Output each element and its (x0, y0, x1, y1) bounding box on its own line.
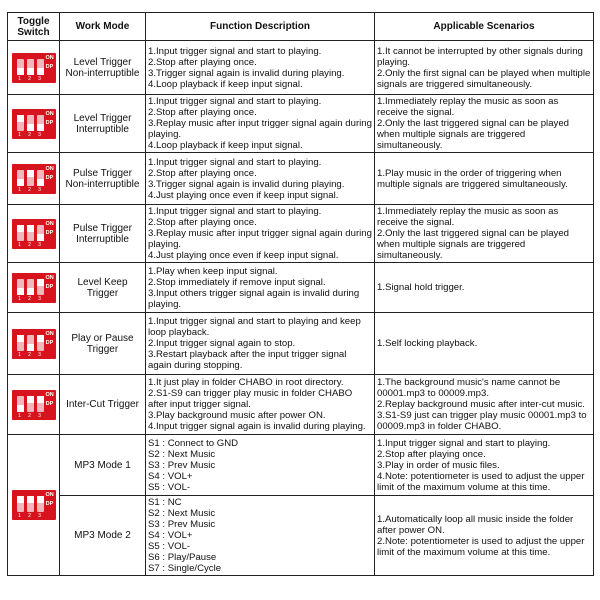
toggle-switch-cell (8, 263, 60, 313)
table-row (8, 95, 594, 153)
work-mode-cell: Pulse Trigger Interruptible (60, 205, 146, 263)
function-description-cell (146, 313, 375, 375)
dip-numbers (15, 242, 45, 248)
dip-on-label: ON (45, 492, 54, 498)
dip-slot (17, 59, 24, 75)
table-row (8, 313, 594, 375)
dip-number: 3 (38, 131, 41, 138)
scenario-line: 1.Signal hold trigger. (377, 282, 465, 293)
header-toggle-switch: Toggle Switch (8, 13, 60, 41)
mode-table (7, 12, 594, 576)
work-mode-cell: MP3 Mode 2 (60, 496, 146, 576)
dip-knob (17, 496, 24, 503)
function-line: 1.It just play in folder CHABO in root directory. (148, 377, 344, 388)
function-line: 2.Stop immediately if remove input signal. (148, 276, 326, 288)
dip-knob (27, 396, 34, 403)
function-description-cell (146, 435, 375, 496)
work-mode-cell: Play or Pause Trigger (60, 313, 146, 375)
dip-label (46, 111, 54, 137)
dip-on-label: ON (45, 110, 54, 117)
dip-knob (27, 124, 34, 131)
dip-knob (17, 225, 24, 232)
scenario-line: 2.Only the first signal can be played when multiple signals are triggered simultaneously. (377, 67, 591, 90)
function-line: S1 : NC (148, 497, 182, 508)
table-row (8, 435, 594, 496)
function-line: S3 : Prev Music (148, 519, 216, 530)
toggle-switch-cell (8, 41, 60, 95)
dip-knob (37, 124, 44, 131)
applicable-scenario-cell (375, 435, 594, 496)
table-row (8, 41, 594, 95)
function-description-cell (146, 375, 375, 435)
dip-knob (37, 179, 44, 186)
dip-knob (37, 234, 44, 241)
function-line: S1 : Connect to GND (148, 437, 239, 449)
toggle-switch-cell (8, 153, 60, 205)
dip-on-label: ON (45, 165, 54, 172)
dip-on-label: ON (45, 54, 54, 61)
header-applicable-scenarios: Applicable Scenarios (375, 13, 594, 41)
scenario-line: 2.Stop after playing once. (377, 448, 486, 460)
dip-slot (17, 115, 24, 131)
dip-number: 2 (28, 186, 31, 193)
function-description-cell (146, 153, 375, 205)
dip-slot (37, 170, 44, 186)
dip-knob (27, 170, 34, 177)
function-line: S5 : VOL- (148, 541, 191, 552)
dip-knob (37, 68, 44, 75)
function-line: 1.Input trigger signal and start to playing. (148, 96, 322, 107)
function-line: 2.Input trigger signal again to stop. (148, 338, 296, 349)
function-line: S3 : Prev Music (148, 459, 216, 471)
dip-numbers (15, 352, 45, 358)
dip-slot (27, 170, 34, 186)
dip-label (46, 166, 54, 192)
function-line: 3.Trigger signal again is invalid during playing. (148, 67, 345, 79)
dip-number: 1 (18, 131, 21, 138)
dip-numbers (15, 132, 45, 138)
dip-knob (37, 396, 44, 403)
header-work-mode: Work Mode (60, 13, 146, 41)
dip-number: 1 (18, 351, 21, 358)
dip-number: 2 (28, 131, 31, 138)
applicable-scenario-cell (375, 95, 594, 153)
dip-slot (27, 396, 34, 412)
scenario-line: 1.It cannot be interrupted by other signals during playing. (377, 45, 583, 68)
applicable-scenario-cell (375, 263, 594, 313)
dip-slot (27, 279, 34, 295)
dip-slot (17, 396, 24, 412)
function-line: 1.Input trigger signal and start to playing and keep loop playback. (148, 316, 361, 338)
dip-knob (27, 344, 34, 351)
function-description-cell (146, 41, 375, 95)
function-line: 2.Stop after playing once. (148, 56, 257, 68)
scenario-line: 2.Only the last triggered signal can be played when multiple signals are triggered simultaneously. (377, 118, 569, 151)
function-line: 1.Play when keep input signal. (148, 265, 278, 277)
dip-on-label: ON (45, 274, 54, 281)
dip-numbers (15, 296, 45, 302)
work-mode-cell: Level Keep Trigger (60, 263, 146, 313)
scenario-line: 1.Immediately replay the music as soon as receive the signal. (377, 96, 559, 118)
dip-number: 3 (38, 412, 41, 419)
work-mode-cell: Level Trigger Non-interruptible (60, 41, 146, 95)
dip-knob (27, 288, 34, 295)
dip-label (46, 221, 54, 247)
function-line: S4 : VOL+ (148, 530, 193, 541)
dip-number: 1 (18, 513, 21, 519)
dip-switch-icon (12, 273, 56, 303)
function-line: 4.Input trigger signal again is invalid during playing. (148, 421, 366, 432)
dip-slot (27, 225, 34, 241)
function-line: 4.Just playing once even if keep input signal. (148, 250, 339, 261)
function-line: S2 : Next Music (148, 508, 216, 519)
scenario-line: 3.Play in order of music files. (377, 459, 500, 471)
dip-slot (27, 496, 34, 512)
dip-dp-label: DP (45, 119, 54, 126)
table-row (8, 375, 594, 435)
dip-number: 1 (18, 295, 21, 302)
function-line: S7 : Single/Cycle (148, 563, 222, 574)
dip-knob (37, 496, 44, 503)
dip-numbers (15, 513, 45, 519)
function-line: 3.Replay music after input trigger signal again during playing. (148, 228, 372, 250)
dip-numbers (15, 413, 45, 419)
dip-switch-icon (12, 109, 56, 139)
dip-slot (17, 225, 24, 241)
dip-knob (17, 288, 24, 295)
work-mode-cell: MP3 Mode 1 (60, 435, 146, 496)
toggle-switch-cell (8, 313, 60, 375)
dip-on-label: ON (45, 220, 54, 227)
function-line: S6 : Play/Pause (148, 552, 217, 563)
table-row (8, 263, 594, 313)
dip-slot (17, 170, 24, 186)
work-mode-cell: Pulse Trigger Non-interruptible (60, 153, 146, 205)
applicable-scenario-cell (375, 41, 594, 95)
dip-switch-icon (12, 53, 56, 83)
dip-number: 3 (38, 241, 41, 248)
dip-on-label: ON (45, 330, 54, 337)
scenario-line: 1.Automatically loop all music inside the folder after power ON. (377, 513, 574, 536)
table-row (8, 496, 594, 576)
scenario-line: 1.Self locking playback. (377, 338, 478, 349)
scenario-line: 1.Play music in the order of triggering when multiple signals are triggered simultaneously. (377, 167, 568, 190)
dip-number: 2 (28, 241, 31, 248)
function-line: S2 : Next Music (148, 448, 216, 460)
function-line: 3.Input others trigger signal again is invalid during playing. (148, 287, 360, 310)
applicable-scenario-cell (375, 313, 594, 375)
dip-number: 1 (18, 75, 21, 82)
dip-slot (17, 335, 24, 351)
dip-slot (27, 59, 34, 75)
work-mode-cell: Level Trigger Interruptible (60, 95, 146, 153)
scenario-line: 1.The background music's name cannot be 00001.mp3 to 00009.mp3. (377, 377, 561, 399)
header-function-description: Function Description (146, 13, 375, 41)
dip-slot (37, 115, 44, 131)
dip-knob (17, 68, 24, 75)
function-line: 1.Input trigger signal and start to playing. (148, 206, 322, 217)
dip-slot (37, 335, 44, 351)
function-line: 2.Stop after playing once. (148, 107, 257, 118)
scenario-line: 3.S1-S9 just can trigger play music 00001.mp3 to 00009.mp3 in folder CHABO. (377, 410, 587, 432)
dip-label (46, 492, 54, 518)
function-line: 1.Input trigger signal and start to playing. (148, 45, 322, 57)
function-line: S4 : VOL+ (148, 470, 193, 482)
dip-slot (37, 225, 44, 241)
dip-number: 2 (28, 513, 31, 519)
dip-number: 2 (28, 351, 31, 358)
dip-numbers (15, 76, 45, 82)
dip-number: 3 (38, 75, 41, 82)
toggle-switch-cell (8, 95, 60, 153)
function-line: 4.Just playing once even if keep input signal. (148, 189, 339, 201)
work-mode-cell: Inter-Cut Trigger (60, 375, 146, 435)
dip-switch-icon (12, 490, 56, 520)
dip-slot (37, 496, 44, 512)
dip-dp-label: DP (45, 63, 54, 70)
dip-number: 2 (28, 295, 31, 302)
function-line: 3.Replay music after input trigger signal again during playing. (148, 118, 372, 140)
dip-number: 2 (28, 412, 31, 419)
dip-label (46, 55, 54, 81)
dip-number: 3 (38, 513, 41, 519)
applicable-scenario-cell (375, 496, 594, 576)
dip-slot (37, 396, 44, 412)
table-row (8, 205, 594, 263)
dip-knob (27, 225, 34, 232)
dip-number: 1 (18, 241, 21, 248)
function-description-cell (146, 205, 375, 263)
function-line: 3.Play background music after power ON. (148, 410, 326, 421)
function-line: 3.Restart playback after the input trigger signal again during stopping. (148, 349, 347, 371)
dip-switch-icon (12, 164, 56, 194)
dip-number: 2 (28, 75, 31, 82)
dip-number: 3 (38, 351, 41, 358)
dip-dp-label: DP (45, 339, 54, 346)
dip-number: 3 (38, 186, 41, 193)
scenario-line: 4.Note: potentiometer is used to adjust the upper limit of the maximum volume at this time. (377, 470, 585, 493)
dip-knob (37, 279, 44, 286)
function-description-cell (146, 496, 375, 576)
dip-on-label: ON (45, 391, 54, 398)
dip-slot (37, 279, 44, 295)
function-description-cell (146, 95, 375, 153)
dip-switch-icon (12, 329, 56, 359)
dip-numbers (15, 187, 45, 193)
scenario-line: 1.Input trigger signal and start to playing. (377, 437, 551, 449)
function-line: 2.Stop after playing once. (148, 217, 257, 228)
dip-knob (27, 496, 34, 503)
table-row (8, 153, 594, 205)
function-line: 1.Input trigger signal and start to playing. (148, 156, 322, 168)
dip-knob (17, 405, 24, 412)
dip-dp-label: DP (45, 174, 54, 181)
function-line: 2.Stop after playing once. (148, 167, 257, 179)
dip-label (46, 275, 54, 301)
dip-knob (17, 179, 24, 186)
scenario-line: 1.Immediately replay the music as soon as receive the signal. (377, 206, 559, 228)
dip-knob (27, 68, 34, 75)
function-line: 2.S1-S9 can trigger play music in folder CHABO after input trigger signal. (148, 388, 353, 410)
dip-number: 3 (38, 295, 41, 302)
dip-slot (37, 59, 44, 75)
dip-label (46, 392, 54, 418)
function-description-cell (146, 263, 375, 313)
header-row (8, 13, 594, 41)
dip-dp-label: DP (45, 501, 54, 507)
toggle-switch-cell (8, 375, 60, 435)
dip-label (46, 331, 54, 357)
dip-knob (17, 335, 24, 342)
dip-dp-label: DP (45, 400, 54, 407)
applicable-scenario-cell (375, 375, 594, 435)
dip-slot (17, 496, 24, 512)
toggle-switch-cell (8, 205, 60, 263)
toggle-switch-cell (8, 435, 60, 576)
dip-dp-label: DP (45, 229, 54, 236)
dip-knob (37, 335, 44, 342)
function-line: S5 : VOL- (148, 481, 191, 493)
dip-dp-label: DP (45, 283, 54, 290)
scenario-line: 2.Note: potentiometer is used to adjust the upper limit of the maximum volume at this time. (377, 535, 585, 558)
dip-number: 1 (18, 186, 21, 193)
dip-switch-icon (12, 390, 56, 420)
dip-knob (17, 115, 24, 122)
dip-slot (17, 279, 24, 295)
applicable-scenario-cell (375, 153, 594, 205)
function-line: 4.Loop playback if keep input signal. (148, 78, 303, 90)
dip-slot (27, 115, 34, 131)
scenario-line: 2.Only the last triggered signal can be played when multiple signals are triggered simultaneously. (377, 228, 569, 261)
dip-slot (27, 335, 34, 351)
function-line: 3.Trigger signal again is invalid during playing. (148, 178, 345, 190)
applicable-scenario-cell (375, 205, 594, 263)
dip-switch-icon (12, 219, 56, 249)
scenario-line: 2.Replay background music after inter-cut music. (377, 399, 585, 410)
function-line: 4.Loop playback if keep input signal. (148, 140, 303, 151)
dip-number: 1 (18, 412, 21, 419)
